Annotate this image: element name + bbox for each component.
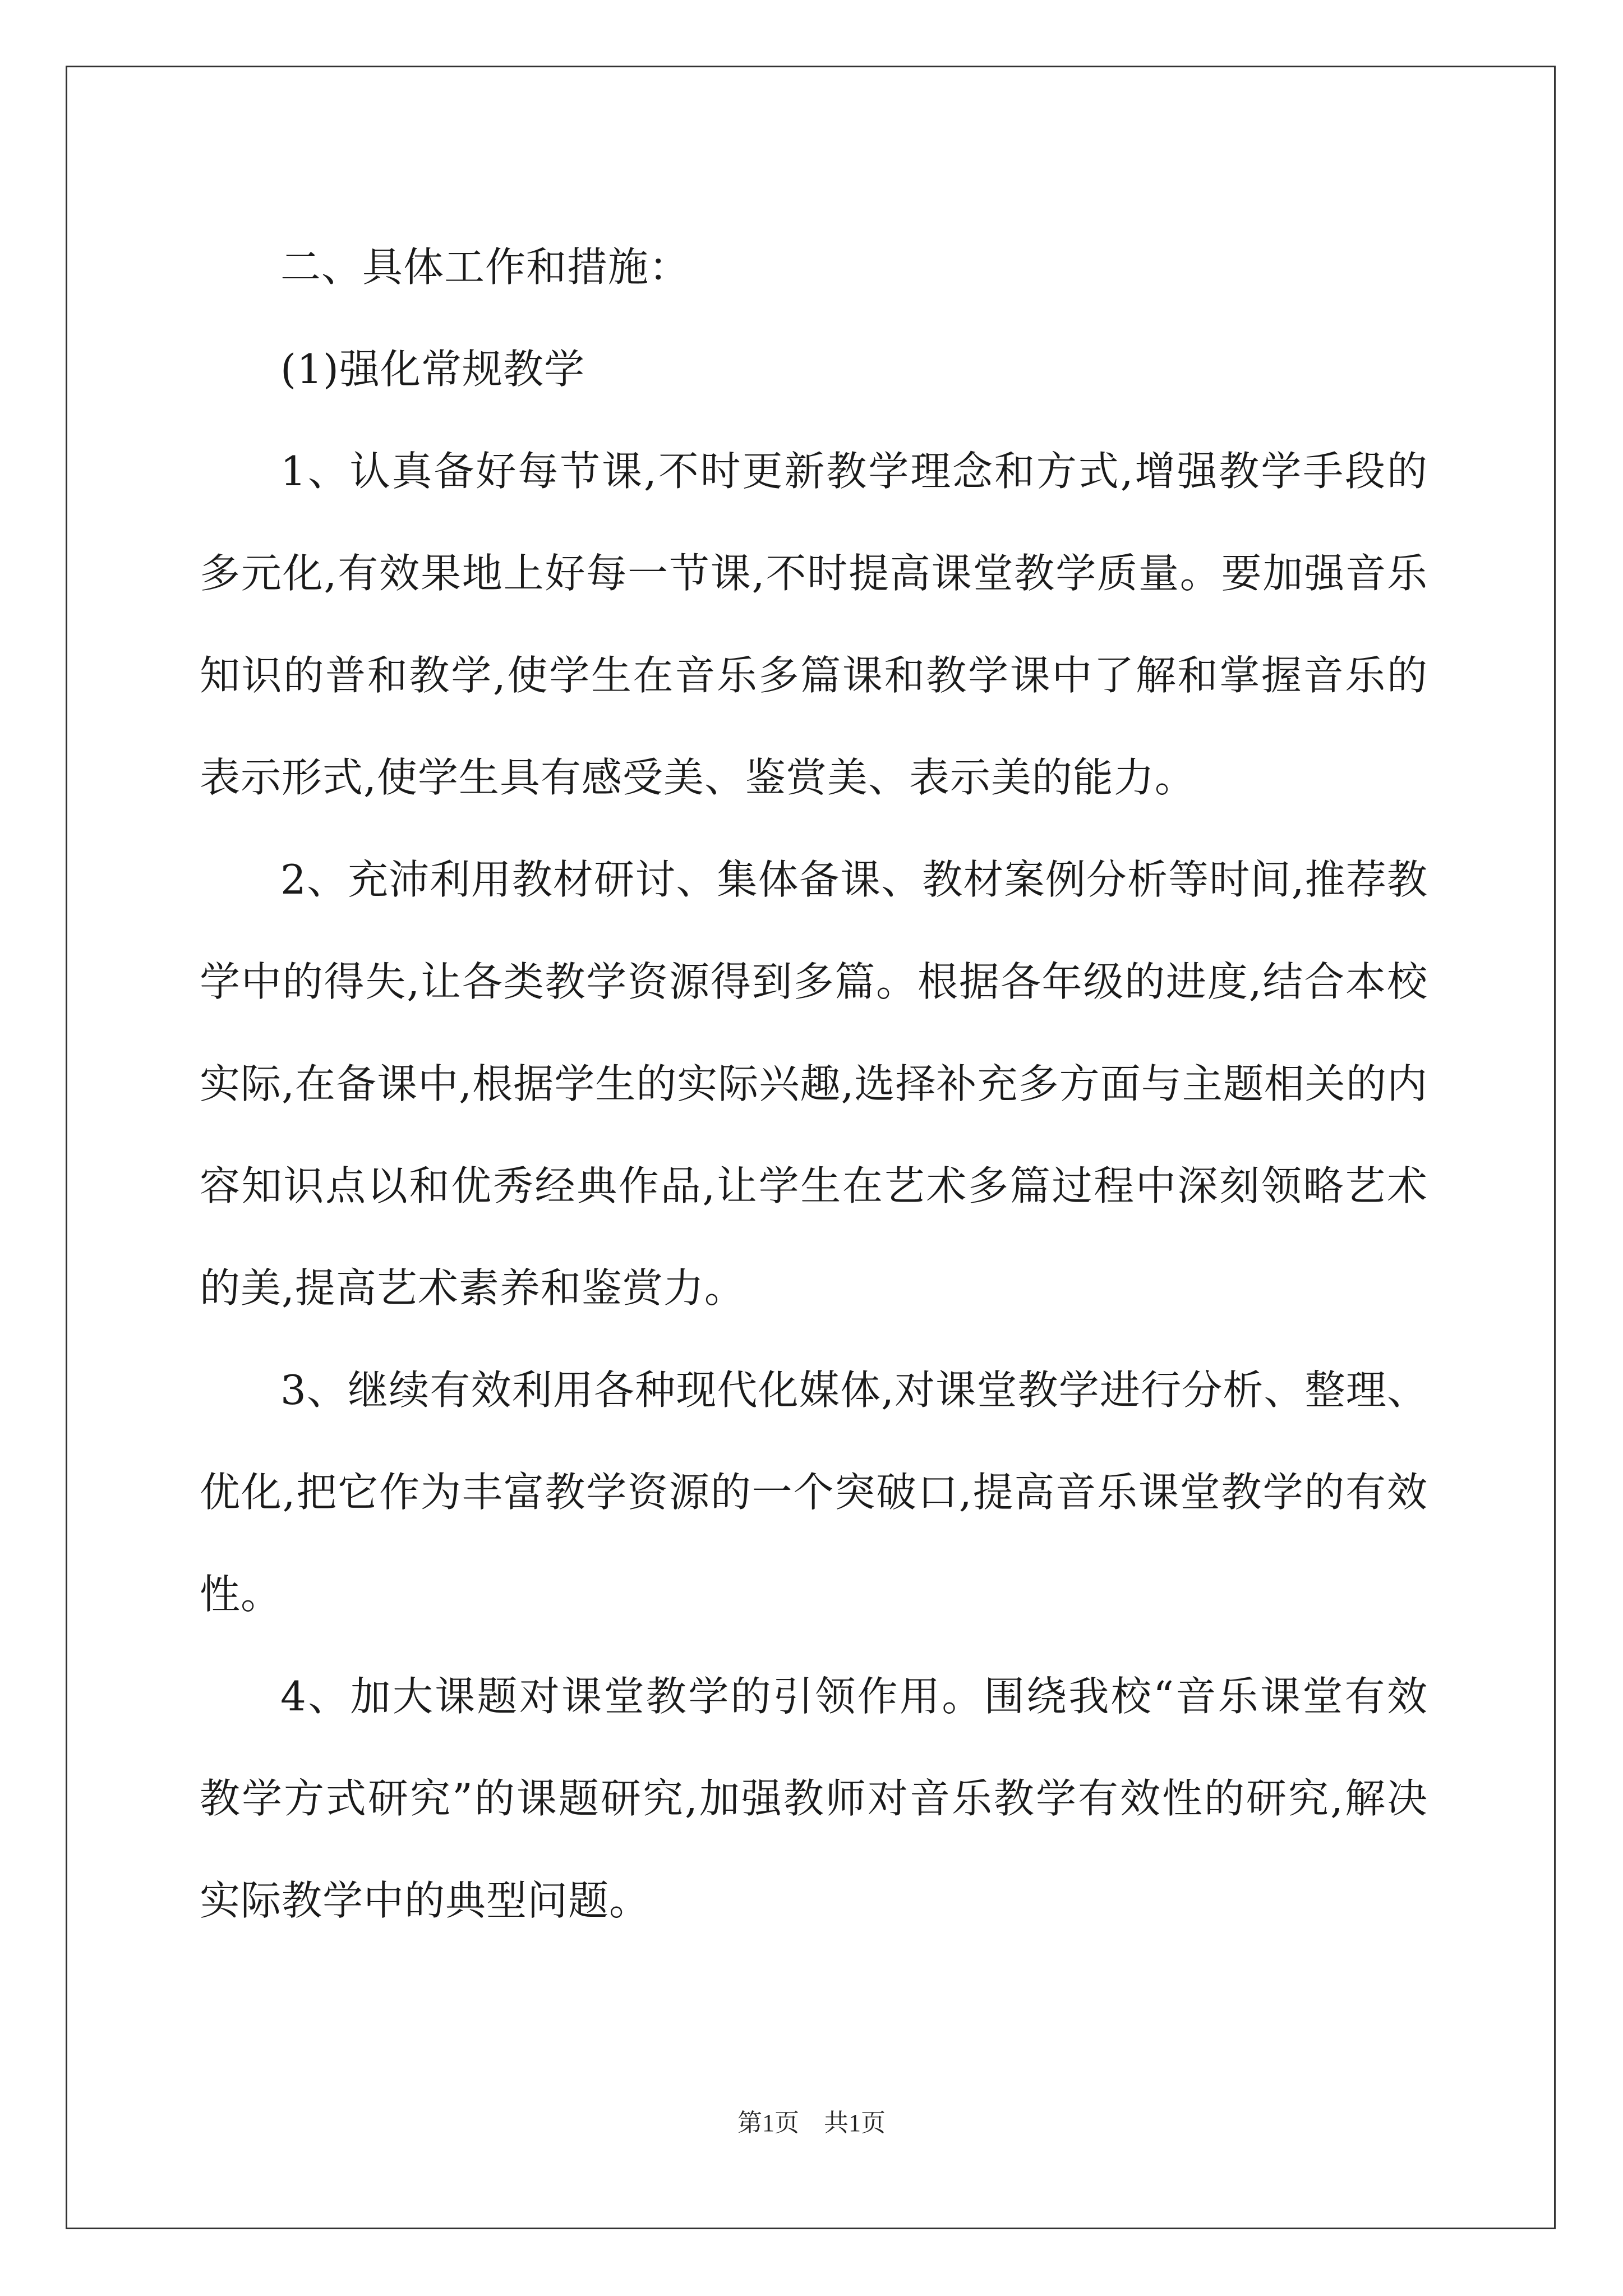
- section-heading: 二、具体工作和措施：: [280, 243, 690, 291]
- document-body: [200, 216, 1428, 1952]
- paragraph-2: 2、充沛利用教材研讨、集体备课、教材案例分析等时间,推荐教学中的得失,让各类教学资源得到多篇。根据各年级的进度,结合本校实际,在备课中,根据学生的实际兴趣,选择补充多方面与主题相关的内容知识点以和优秀经典作品,让学生在艺术多篇过程中深刻领略艺术的美,提高艺术素养和鉴赏力。: [200, 856, 1428, 1312]
- paragraph-4: 4、加大课题对课堂教学的引领作用。围绕我校“音乐课堂有效教学方式研究”的课题研究,加强教师对音乐教学有效性的研究,解决实际教学中的典型问题。: [200, 1673, 1428, 1924]
- paragraph-1: 1、认真备好每节课,不时更新教学理念和方式,增强教学手段的多元化,有效果地上好每一节课,不时提高课堂教学质量。要加强音乐知识的普和教学,使学生在音乐多篇课和教学课中了解和掌握音乐的表示形式,使学生具有感受美、鉴赏美、表示美的能力。: [200, 448, 1428, 801]
- subsection-heading: (1)强化常规教学: [280, 346, 585, 393]
- page-number: 第1页 共1页: [737, 2109, 886, 2137]
- paragraph-3: 3、继续有效利用各种现代化媒体,对课堂教学进行分析、整理、优化,把它作为丰富教学资源的一个突破口,提高音乐课堂教学的有效性。: [200, 1366, 1428, 1618]
